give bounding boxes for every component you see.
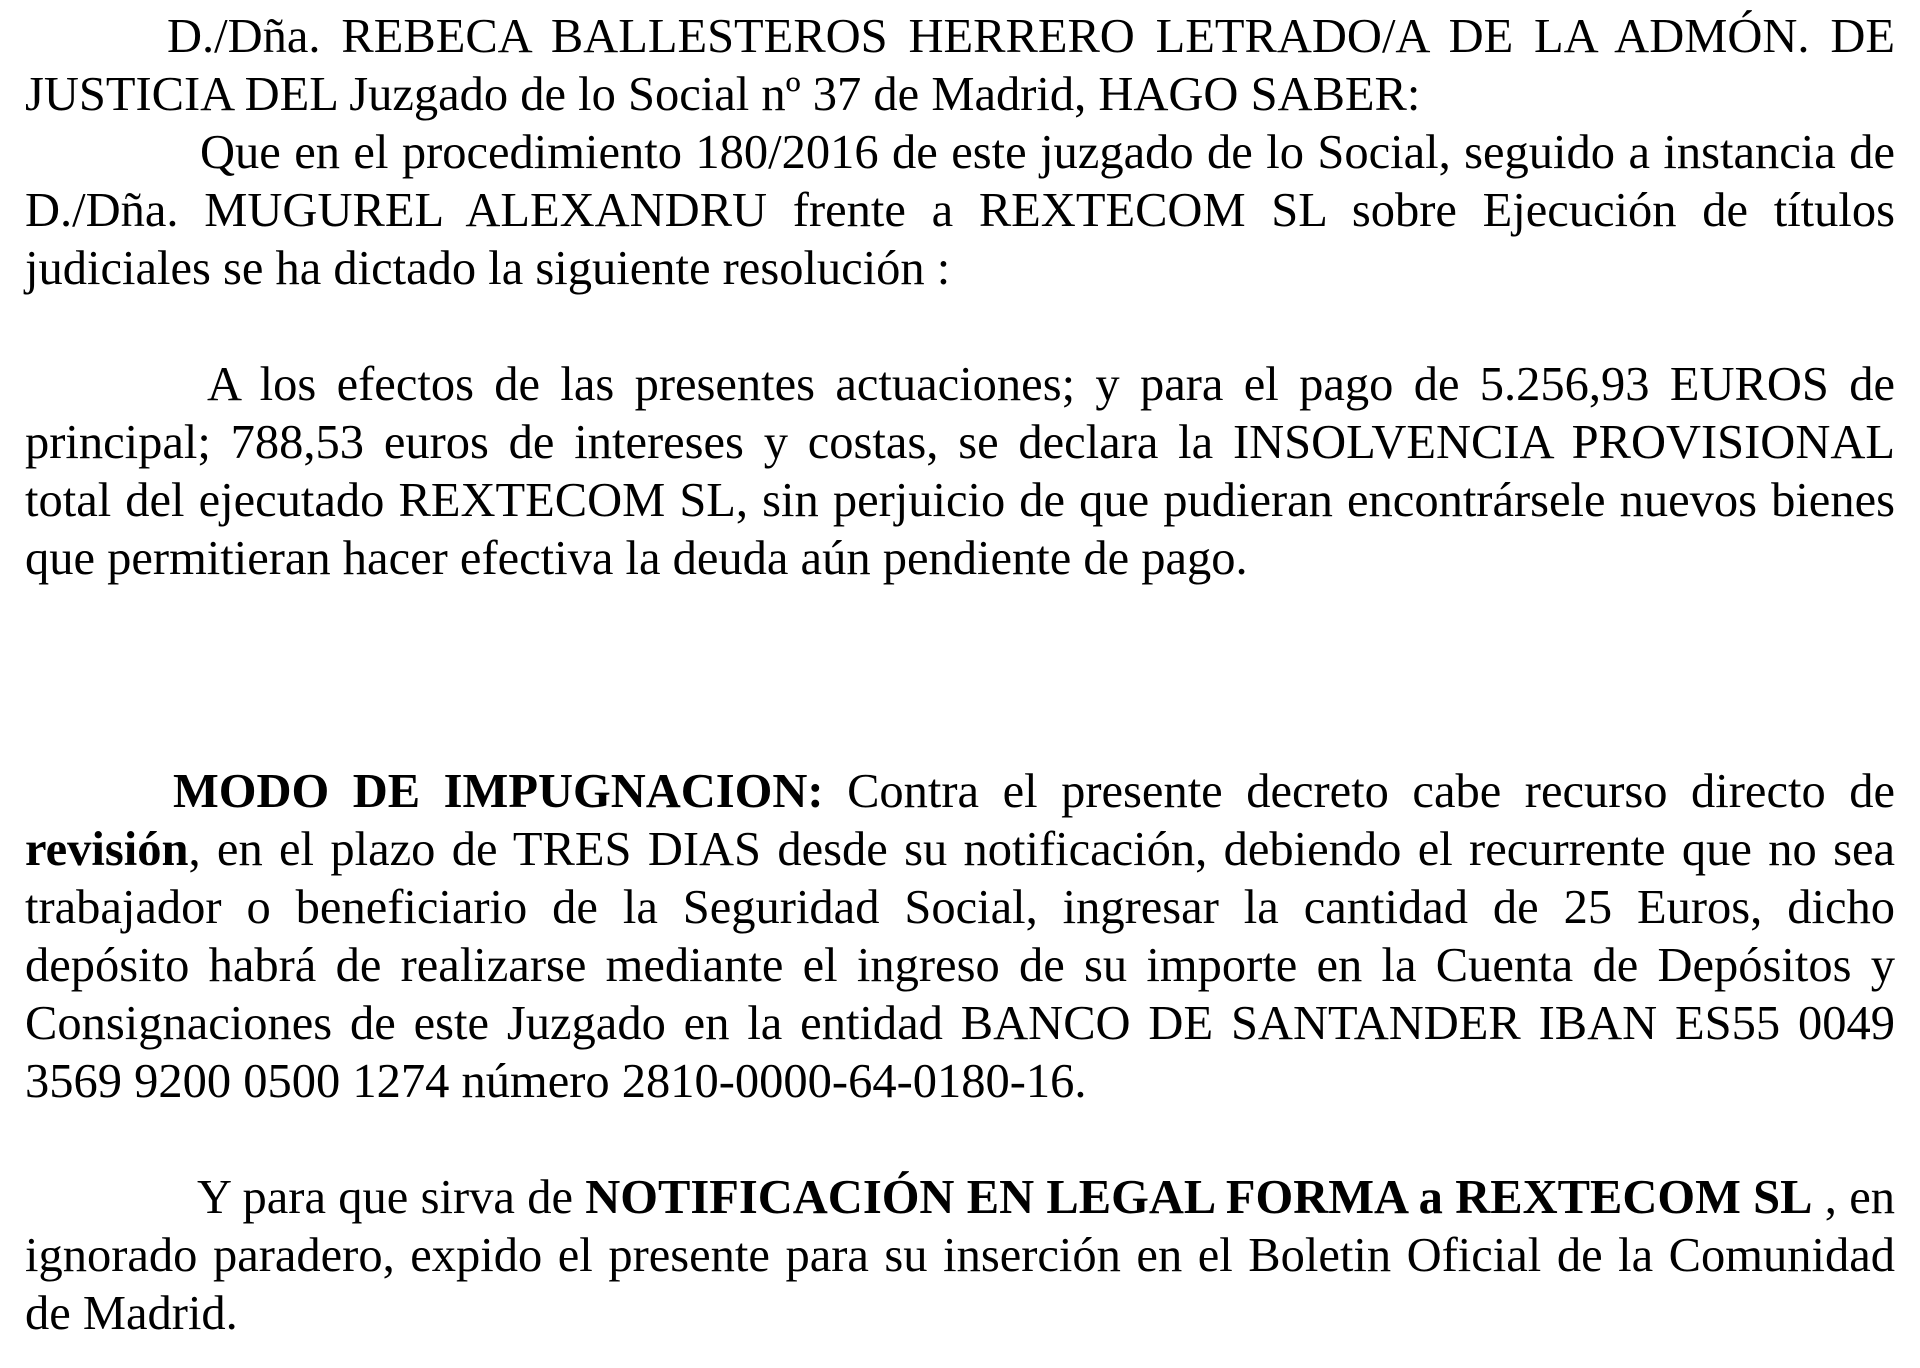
impugnacion-paragraph xyxy=(25,763,1895,1111)
intro-paragraph xyxy=(25,124,1895,298)
impugnacion-text-2: , en el plazo de TRES DIAS desde su notificación, debiendo el recurrente que no sea trabajador o beneficiario de la Seguridad Social, ingresar la cantidad de 25 Euros, dicho depósito habrá de realizarse mediante el ingreso de su importe en la Cuenta de Depósitos y Consignaciones de este Juzgado en la entidad BANCO DE SANTANDER IBAN ES55 0049 3569 9200 0500 1274 número 2810-0000-64-0180-16. xyxy=(25,823,1895,1108)
header-paragraph xyxy=(25,8,1895,124)
header-text: D./Dña. REBECA BALLESTEROS HERRERO LETRADO/A DE LA ADMÓN. DE JUSTICIA DEL Juzgado de lo Social nº 37 de Madrid, HAGO SABER: xyxy=(25,10,1895,121)
notificacion-text-2: , en ignorado paradero, expido el presente para su inserción en el Boletin Oficial de la Comunidad de Madrid. xyxy=(25,1171,1895,1340)
notificacion-paragraph xyxy=(25,1169,1895,1343)
impugnacion-text-1: Contra el presente decreto cabe recurso directo de xyxy=(823,765,1895,818)
notificacion-bold: NOTIFICACIÓN EN LEGAL FORMA a REXTECOM SL xyxy=(585,1171,1813,1224)
impugnacion-bold-word: revisión xyxy=(25,823,189,876)
impugnacion-heading: MODO DE IMPUGNACION: xyxy=(173,765,824,818)
resolution-text: A los efectos de las presentes actuaciones; y para el pago de 5.256,93 EUROS de principal; 788,53 euros de intereses y costas, se declara la INSOLVENCIA PROVISIONAL total del ejecutado REXTECOM SL, sin perjuicio de que pudieran encontrársele nuevos bienes que permitieran hacer efectiva la deuda aún pendiente de pago. xyxy=(25,358,1895,585)
document-page xyxy=(25,8,1895,1343)
resolution-paragraph xyxy=(25,356,1895,588)
intro-text: Que en el procedimiento 180/2016 de este juzgado de lo Social, seguido a instancia de D./Dña. MUGUREL ALEXANDRU frente a REXTECOM SL sobre Ejecución de títulos judiciales se ha dictado la siguiente resolución : xyxy=(25,126,1895,295)
notificacion-text-1: Y para que sirva de xyxy=(197,1171,586,1224)
